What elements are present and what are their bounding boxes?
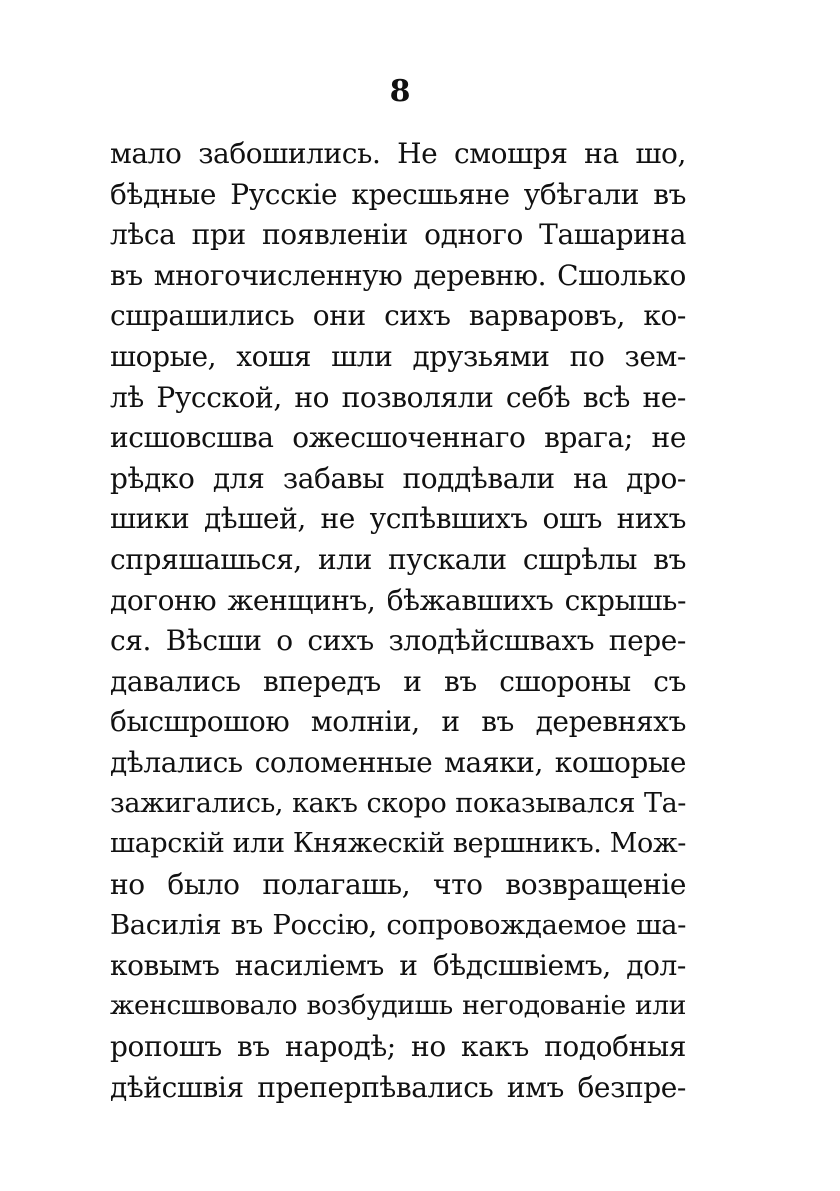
text-line: сшрашились они сихъ варваровъ, ко-	[110, 299, 686, 333]
text-line: лѣса при появленіи одного Ташарина	[110, 218, 686, 252]
text-line: зажигались, какъ скоро показывался Та-	[110, 787, 686, 819]
text-line: давались впередъ и въ сшороны съ	[110, 664, 686, 698]
text-line: въ многочисленную деревню. Сшолько	[110, 258, 686, 292]
text-line: шики дѣшей, не успѣвшихъ ошъ нихъ	[110, 502, 686, 536]
text-line: лѣ Русской, но позволяли себѣ всѣ не-	[110, 380, 686, 414]
text-line: шарскій или Княжескій вершникъ. Мож-	[110, 828, 686, 860]
text-line: бысшрошою молніи, и въ деревняхъ	[110, 705, 686, 739]
text-line: исшовсшва ожесшоченнаго врага; не	[110, 421, 686, 455]
text-line: шорые, хошя шли друзьями по зем-	[110, 339, 686, 373]
text-line: бѣдные Русскіе кресшьяне убѣгали въ	[110, 177, 686, 211]
text-line: мало забошились. Не смошря на шо,	[110, 137, 686, 170]
text-line: женсшвовало возбудишь негодованіе или	[110, 990, 686, 1022]
page-number: 8	[389, 74, 411, 109]
text-line: догоню женщинъ, бѣжавшихъ скрышь-	[110, 583, 686, 617]
body-text	[110, 134, 686, 1108]
text-line: ся. Вѣсши о сихъ злодѣйсшвахъ пере-	[110, 624, 686, 658]
text-line: Василія въ Россію, сопровождаемое ша-	[110, 909, 686, 942]
text-line: дѣйсшвія преперпѣвались имъ безпре-	[110, 1070, 686, 1104]
text-line: ковымъ насиліемъ и бѣдсшвіемъ, дол-	[110, 948, 686, 982]
text-line: рѣдко для забавы поддѣвали на дро-	[110, 461, 686, 495]
text-line: спряшашься, или пускали сшрѣлы въ	[110, 542, 686, 576]
text-line: дѣлались соломенные маяки, кошорые	[110, 745, 686, 779]
text-line: но было полагашь, что возвращеніе	[110, 867, 686, 901]
text-line: ропошъ въ народѣ; но какъ подобныя	[110, 1030, 686, 1064]
